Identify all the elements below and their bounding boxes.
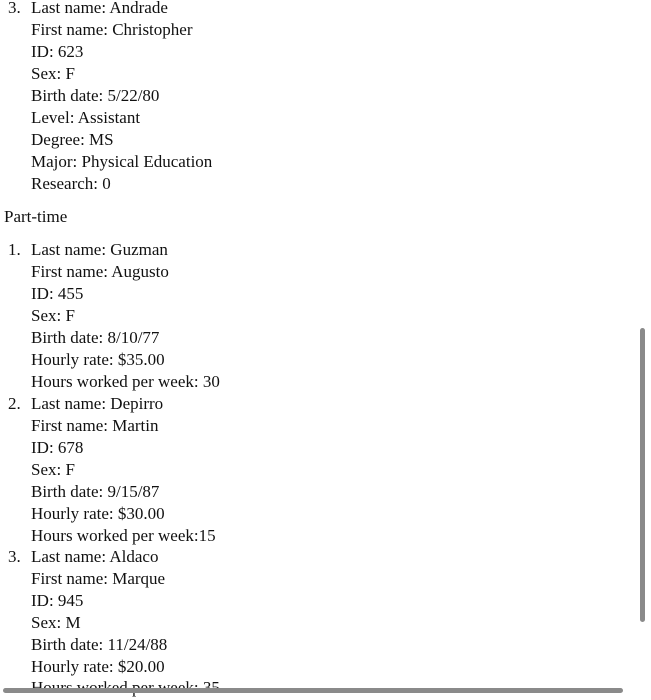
hourly-rate-line: Hourly rate: $35.00	[31, 350, 165, 369]
list-item-number: 1.	[8, 240, 21, 259]
first-name-line: First name: Marque	[31, 569, 166, 588]
research-line: Research: 0	[31, 174, 111, 193]
sex-line: Sex: F	[31, 460, 75, 479]
birth-date-line: Birth date: 5/22/80	[31, 86, 160, 105]
last-name-line: Last name: Depirro	[31, 394, 164, 413]
id-line: ID: 623	[31, 42, 84, 61]
first-name-line: First name: Christopher	[31, 20, 193, 39]
hours-worked-line: Hours worked per week: 30	[31, 372, 220, 391]
section-heading-part-time: Part-time	[4, 207, 68, 226]
first-name-line: First name: Augusto	[31, 262, 169, 281]
birth-date-line: Birth date: 8/10/77	[31, 328, 160, 347]
major-line: Major: Physical Education	[31, 152, 213, 171]
id-line: ID: 678	[31, 438, 84, 457]
hourly-rate-line: Hourly rate: $20.00	[31, 657, 165, 676]
level-line: Level: Assistant	[31, 108, 141, 127]
birth-date-line: Birth date: 9/15/87	[31, 482, 160, 501]
last-name-line: Last name: Guzman	[31, 240, 168, 259]
sex-line: Sex: F	[31, 64, 75, 83]
vertical-scrollbar[interactable]	[640, 328, 645, 622]
list-item-number: 2.	[8, 394, 21, 413]
hours-worked-line: Hours worked per week:15	[31, 526, 216, 545]
list-item-number: 3.	[8, 547, 21, 566]
last-name-line: Last name: Andrade	[31, 0, 168, 17]
sex-line: Sex: M	[31, 613, 81, 632]
birth-date-line: Birth date: 11/24/88	[31, 635, 168, 654]
id-line: ID: 455	[31, 284, 84, 303]
sex-line: Sex: F	[31, 306, 75, 325]
last-name-line: Last name: Aldaco	[31, 547, 159, 566]
list-item-number: 3.	[8, 0, 21, 17]
hourly-rate-line: Hourly rate: $30.00	[31, 504, 165, 523]
horizontal-scrollbar[interactable]	[3, 688, 623, 693]
first-name-line: First name: Martin	[31, 416, 159, 435]
id-line: ID: 945	[31, 591, 84, 610]
degree-line: Degree: MS	[31, 130, 114, 149]
